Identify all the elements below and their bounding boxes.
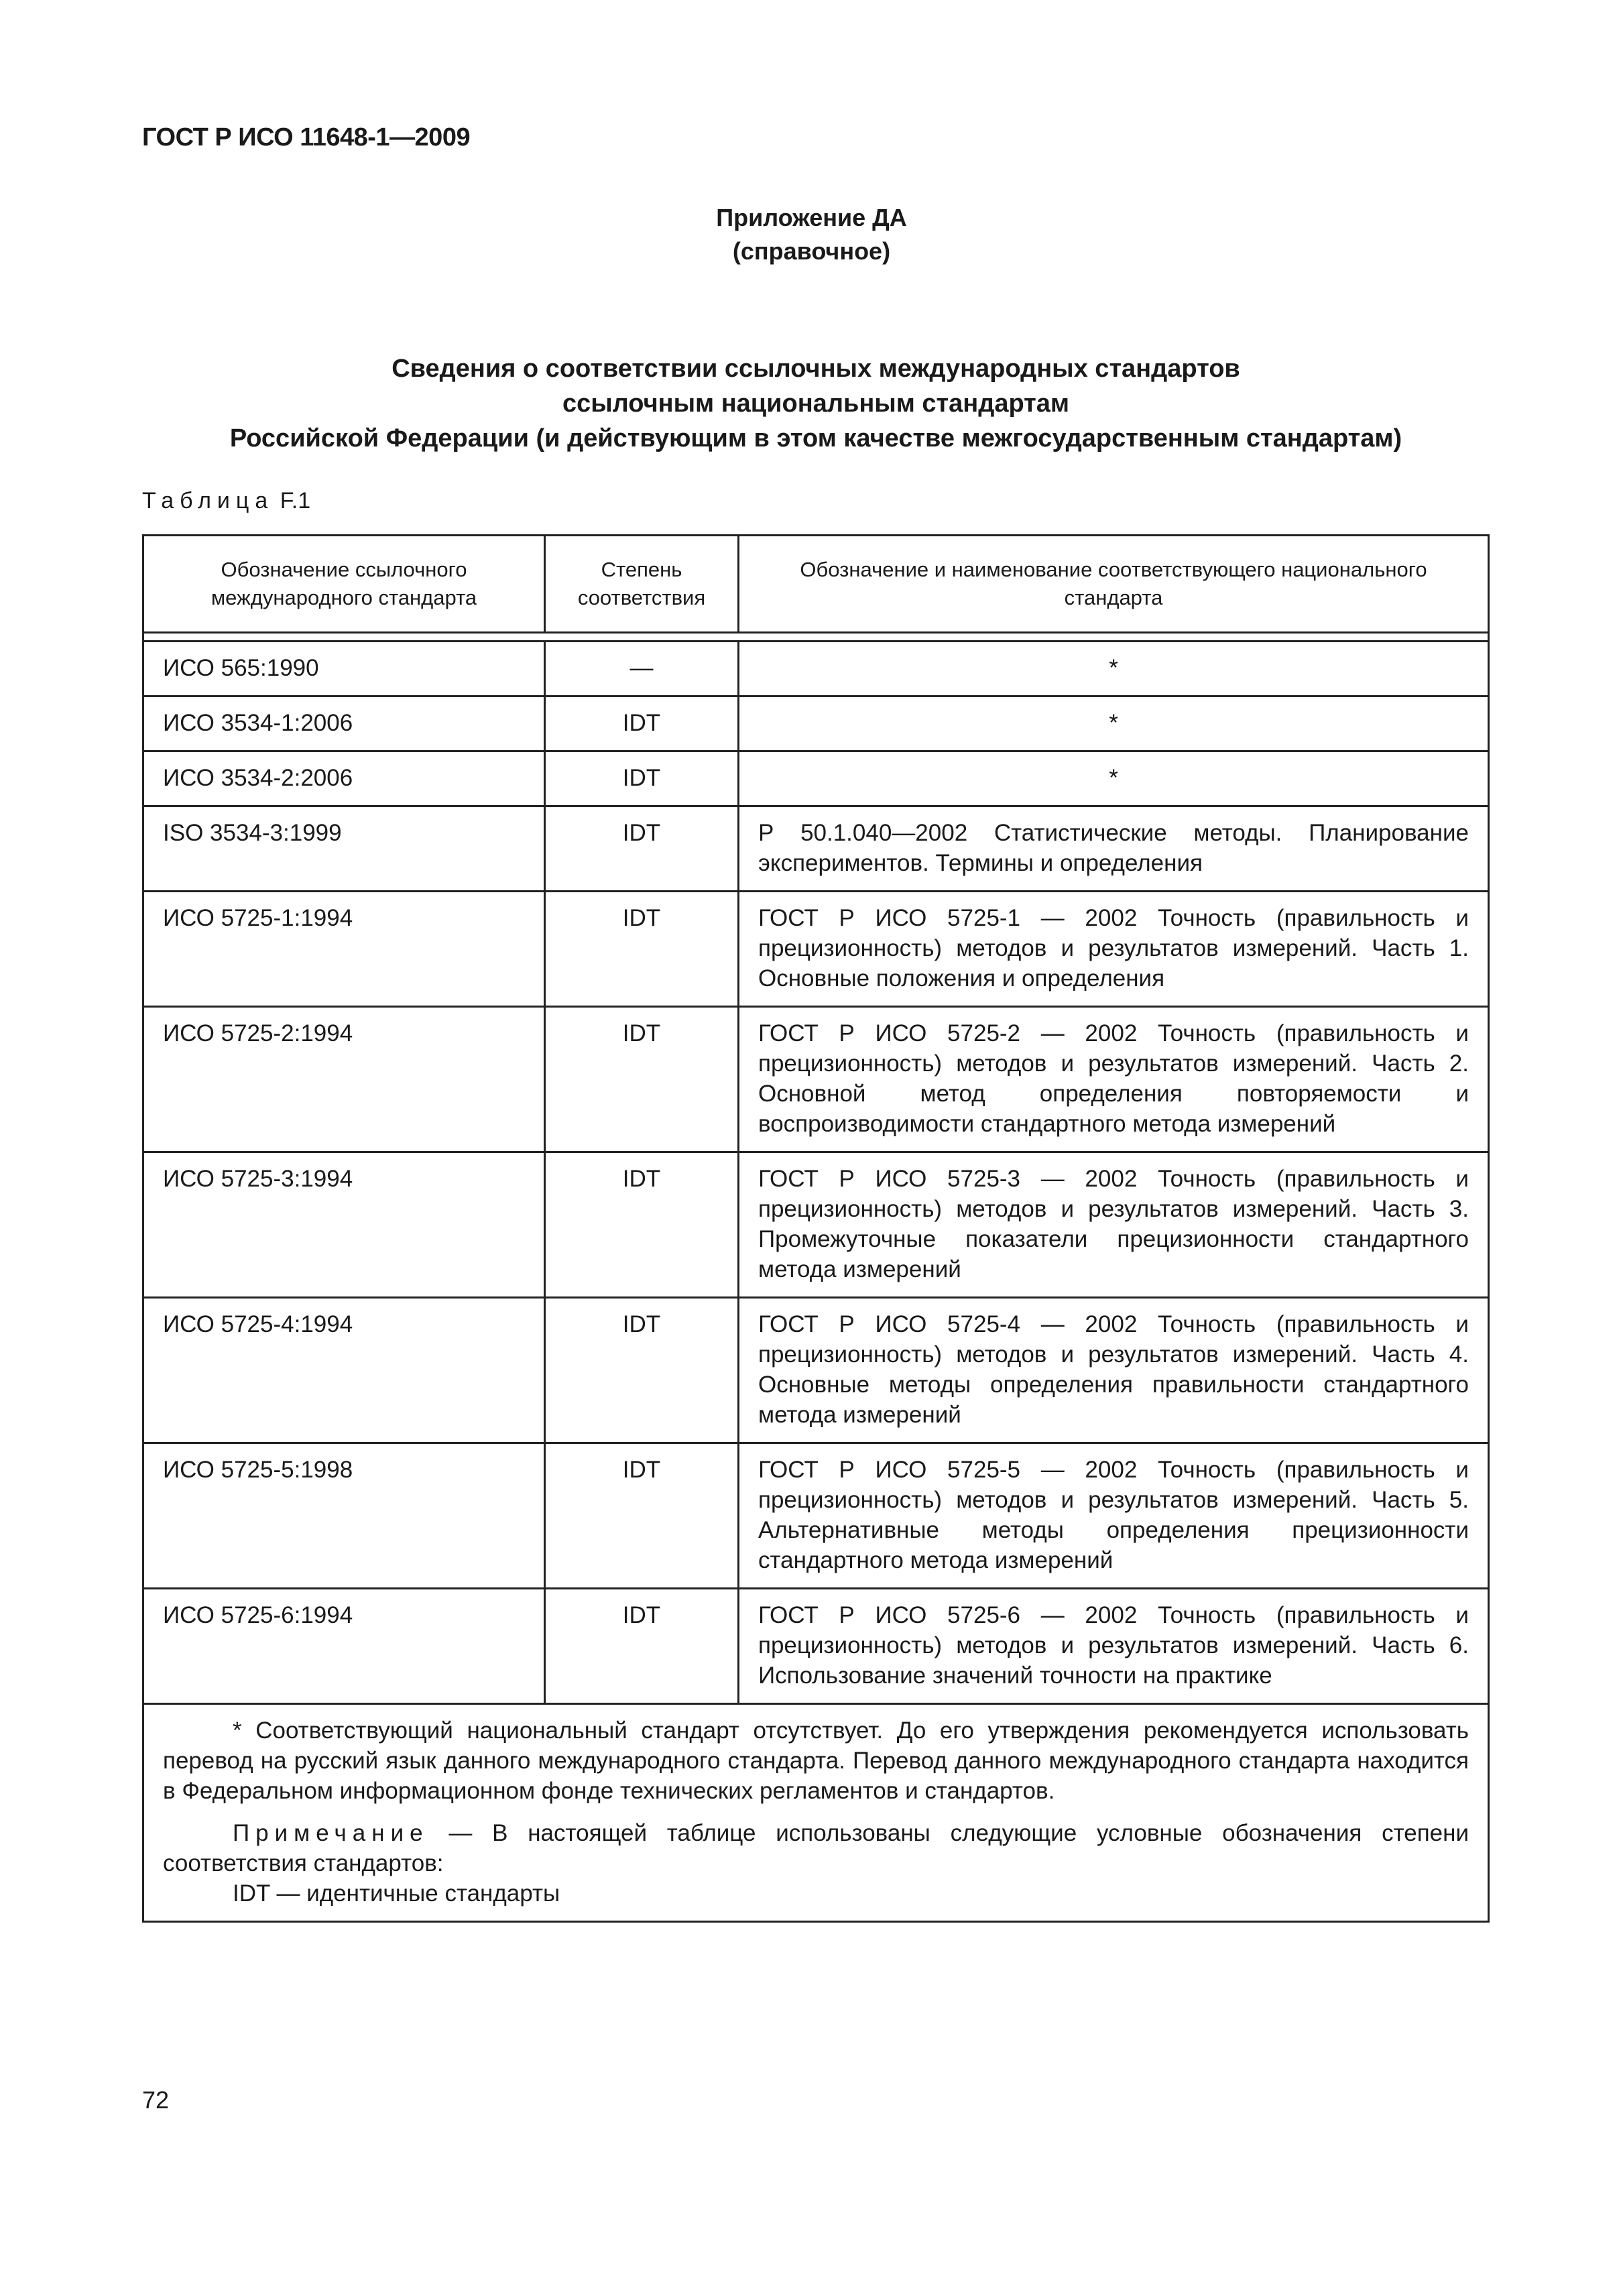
cell-national-standard: * xyxy=(739,642,1489,697)
footnote: * Соответствующий национальный стандарт отсутствует. До его утверждения рекомендуется использовать перевод на русский язык данного международного стандарта. Перевод данного международного стандарта находится в Федеральном информационном фонде технических регламентов и стандартов. xyxy=(163,1717,1469,1804)
note xyxy=(163,1818,1469,1878)
appendix-heading xyxy=(0,201,1623,268)
cell-national-standard: Р 50.1.040—2002 Статистические методы. Планирование экспериментов. Термины и определения xyxy=(739,806,1489,892)
cell-national-standard: ГОСТ Р ИСО 5725-2 — 2002 Точность (правильность и прецизионность) методов и результатов измерений. Часть 2. Основной метод определения повторяемости и воспроизводимости стандартного метода измерений xyxy=(739,1007,1489,1152)
table-footer xyxy=(143,1704,1489,1922)
cell-intl-standard: ИСО 5725-6:1994 xyxy=(143,1589,545,1704)
title-line: ссылочным национальным стандартам xyxy=(562,389,1070,418)
appendix-title xyxy=(142,351,1490,456)
page-number: 72 xyxy=(142,2086,170,2114)
cell-degree: IDT xyxy=(545,1589,739,1704)
document-code: ГОСТ Р ИСО 11648-1—2009 xyxy=(142,123,471,152)
note-text: — В настоящей таблице использованы следующие условные обозначения степени соответствия стандартов: xyxy=(163,1820,1469,1876)
cell-intl-standard: ИСО 5725-2:1994 xyxy=(143,1007,545,1152)
title-line: Сведения о соответствии ссылочных международных стандартов xyxy=(392,355,1240,383)
cell-degree: IDT xyxy=(545,1443,739,1589)
correspondence-table xyxy=(142,534,1490,1923)
cell-intl-standard: ИСО 5725-5:1998 xyxy=(143,1443,545,1589)
cell-degree: IDT xyxy=(545,1007,739,1152)
table-row xyxy=(143,892,1489,1007)
header-national-standard: Обозначение и наименование соответствующего национального стандарта xyxy=(739,536,1489,633)
cell-degree: IDT xyxy=(545,1298,739,1443)
cell-degree: IDT xyxy=(545,892,739,1007)
table-row xyxy=(143,1443,1489,1589)
header-intl-standard: Обозначение ссылочного международного стандарта xyxy=(143,536,545,633)
table-label-word: Таблица xyxy=(142,488,274,513)
table-row xyxy=(143,1298,1489,1443)
cell-intl-standard: ИСО 5725-1:1994 xyxy=(143,892,545,1007)
table-row xyxy=(143,642,1489,697)
cell-national-standard: ГОСТ Р ИСО 5725-5 — 2002 Точность (правильность и прецизионность) методов и результатов измерений. Часть 5. Альтернативные методы определения прецизионности стандартного метода измерений xyxy=(739,1443,1489,1589)
cell-degree: IDT xyxy=(545,806,739,892)
cell-national-standard: ГОСТ Р ИСО 5725-1 — 2002 Точность (правильность и прецизионность) методов и результатов измерений. Часть 1. Основные положения и определения xyxy=(739,892,1489,1007)
cell-degree: IDT xyxy=(545,751,739,806)
table-label xyxy=(142,488,310,514)
table-row xyxy=(143,751,1489,806)
cell-intl-standard: ИСО 5725-3:1994 xyxy=(143,1152,545,1298)
table-label-number: F.1 xyxy=(280,488,311,513)
cell-intl-standard: ISO 3534-3:1999 xyxy=(143,806,545,892)
table-row xyxy=(143,1152,1489,1298)
table-header-row xyxy=(143,536,1489,633)
cell-intl-standard: ИСО 565:1990 xyxy=(143,642,545,697)
header-degree: Степень соответствия xyxy=(545,536,739,633)
table-row xyxy=(143,697,1489,751)
cell-degree: — xyxy=(545,642,739,697)
cell-national-standard: * xyxy=(739,751,1489,806)
appendix-name: Приложение ДА xyxy=(716,204,907,231)
cell-degree: IDT xyxy=(545,697,739,751)
cell-national-standard: ГОСТ Р ИСО 5725-4 — 2002 Точность (правильность и прецизионность) методов и результатов измерений. Часть 4. Основные методы определения правильности стандартного метода измерений xyxy=(739,1298,1489,1443)
appendix-kind: (справочное) xyxy=(732,237,891,265)
note-label: Примечание xyxy=(233,1820,429,1846)
cell-degree: IDT xyxy=(545,1152,739,1298)
cell-intl-standard: ИСО 5725-4:1994 xyxy=(143,1298,545,1443)
table-row xyxy=(143,1007,1489,1152)
note-item: IDT — идентичные стандарты xyxy=(233,1880,560,1907)
cell-national-standard: ГОСТ Р ИСО 5725-3 — 2002 Точность (правильность и прецизионность) методов и результатов измерений. Часть 3. Промежуточные показатели прецизионности стандартного метода измерений xyxy=(739,1152,1489,1298)
header-double-rule xyxy=(143,633,1489,642)
cell-national-standard: * xyxy=(739,697,1489,751)
cell-intl-standard: ИСО 3534-1:2006 xyxy=(143,697,545,751)
table-row xyxy=(143,1589,1489,1704)
cell-intl-standard: ИСО 3534-2:2006 xyxy=(143,751,545,806)
table-footer-row xyxy=(143,1704,1489,1922)
title-line: Российской Федерации (и действующим в этом качестве межгосударственным стандартам) xyxy=(229,424,1402,452)
table-row xyxy=(143,806,1489,892)
cell-national-standard: ГОСТ Р ИСО 5725-6 — 2002 Точность (правильность и прецизионность) методов и результатов измерений. Часть 6. Использование значений точности на практике xyxy=(739,1589,1489,1704)
